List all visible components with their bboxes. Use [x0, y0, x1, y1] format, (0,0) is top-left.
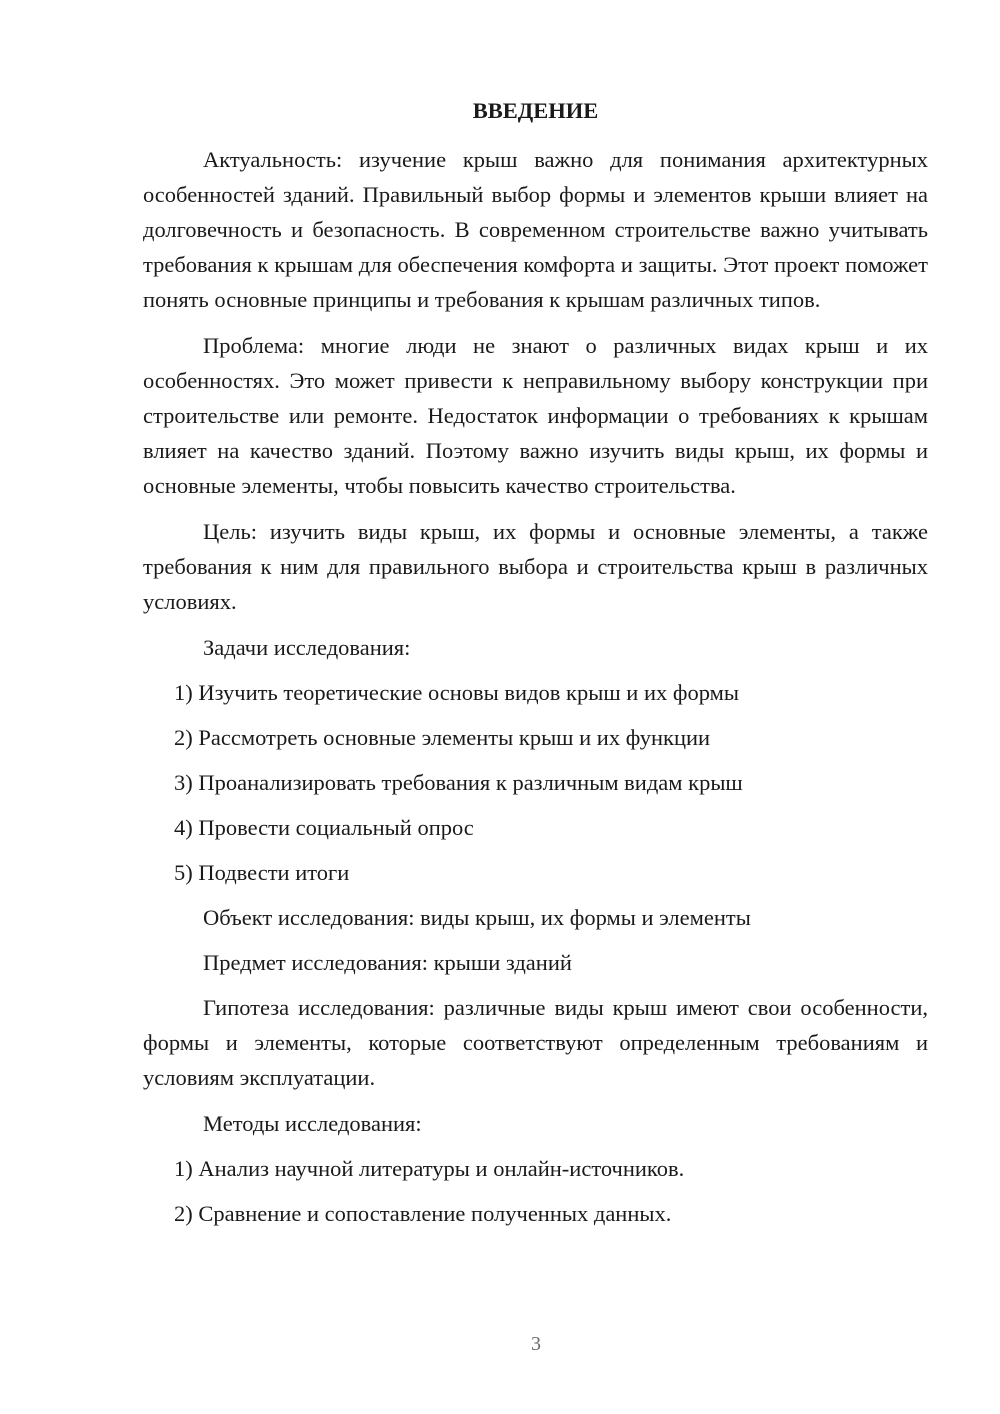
list-item: 3) Проанализировать требования к различным видам крыш	[174, 770, 743, 795]
problem-paragraph: Проблема: многие люди не знают о различных видах крыш и их особенностях. Это может привести к неправильному выбору конструкции при строительстве или ремонте. Недостаток информации о требованиях к крышам влияет на качество зданий. Поэтому важно изучить виды крыш, их формы и основные элементы, чтобы повысить качество строительства.	[143, 333, 928, 498]
methods-list	[143, 1151, 928, 1231]
research-subject-line: Предмет исследования: крыши зданий	[203, 950, 572, 975]
research-object-line: Объект исследования: виды крыш, их формы и элементы	[203, 905, 751, 930]
hypothesis-paragraph: Гипотеза исследования: различные виды крыш имеют свои особенности, формы и элементы, которые соответствуют определенным требованиям и условиям эксплуатации.	[143, 995, 928, 1090]
tasks-list	[143, 675, 928, 890]
list-item: 1) Анализ научной литературы и онлайн-источников.	[174, 1156, 685, 1181]
list-item: 5) Подвести итоги	[174, 860, 350, 885]
page-title: ВВЕДЕНИЕ	[472, 98, 599, 123]
relevance-paragraph: Актуальность: изучение крыш важно для понимания архитектурных особенностей зданий. Правильный выбор формы и элементов крыши влияет на долговечность и безопасность. В современном строительстве важно учитывать требования к крышам для обеспечения комфорта и защиты. Этот проект поможет понять основные принципы и требования к крышам различных типов.	[143, 147, 928, 312]
list-item: 4) Провести социальный опрос	[174, 815, 474, 840]
goal-paragraph: Цель: изучить виды крыш, их формы и основные элементы, а также требования к ним для правильного выбора и строительства крыш в различных условиях.	[143, 519, 928, 614]
page-content	[143, 96, 928, 1241]
tasks-heading: Задачи исследования:	[203, 635, 411, 660]
list-item: 1) Изучить теоретические основы видов крыш и их формы	[174, 680, 739, 705]
page-number: 3	[531, 1333, 541, 1355]
list-item: 2) Рассмотреть основные элементы крыш и их функции	[174, 725, 711, 750]
list-item: 2) Сравнение и сопоставление полученных данных.	[174, 1201, 672, 1226]
methods-heading: Методы исследования:	[203, 1111, 422, 1136]
